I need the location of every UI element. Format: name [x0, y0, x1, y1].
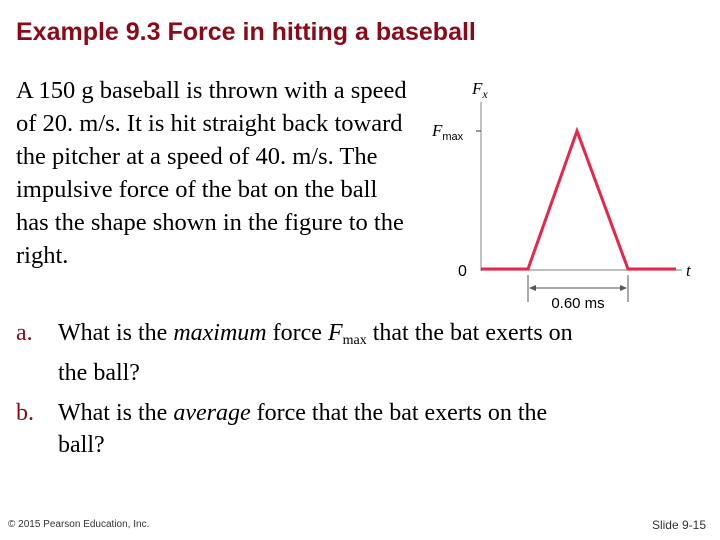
question-b-text: What is the average force that the bat exerts on the ball? — [58, 400, 548, 458]
question-a-text: What is the maximum force $F_{max}$ that the bat exerts on the ball? — [58, 320, 573, 386]
force-time-graph — [420, 70, 710, 315]
question-a-marker: a. — [16, 320, 33, 346]
duration-arrowhead-left — [529, 285, 536, 291]
origin-label: 0 — [458, 263, 467, 280]
question-b — [16, 397, 576, 461]
duration-label: 0.60 ms — [551, 295, 605, 312]
duration-arrowhead-right — [620, 285, 627, 291]
problem-statement: A 150 g baseball is thrown with a speed of 20. m/s. It is hit straight back toward the pitcher at a speed of 40. m/s. The impulsive force of the bat on the ball has the shape shown in the figure to the right. — [16, 77, 407, 269]
force-curve — [481, 131, 676, 269]
slide-number: Slide 9-15 — [651, 518, 706, 532]
t-axis-label: t — [686, 261, 691, 280]
slide-title: Example 9.3 Force in hitting a baseball — [16, 18, 476, 46]
question-b-marker: b. — [16, 400, 34, 426]
question-a — [16, 317, 576, 389]
copyright-footer: © 2015 Pearson Education, Inc. — [8, 519, 150, 530]
y-axis-label: $F_x$ — [472, 79, 488, 101]
fmax-label: $F_{max}$ — [432, 121, 464, 143]
